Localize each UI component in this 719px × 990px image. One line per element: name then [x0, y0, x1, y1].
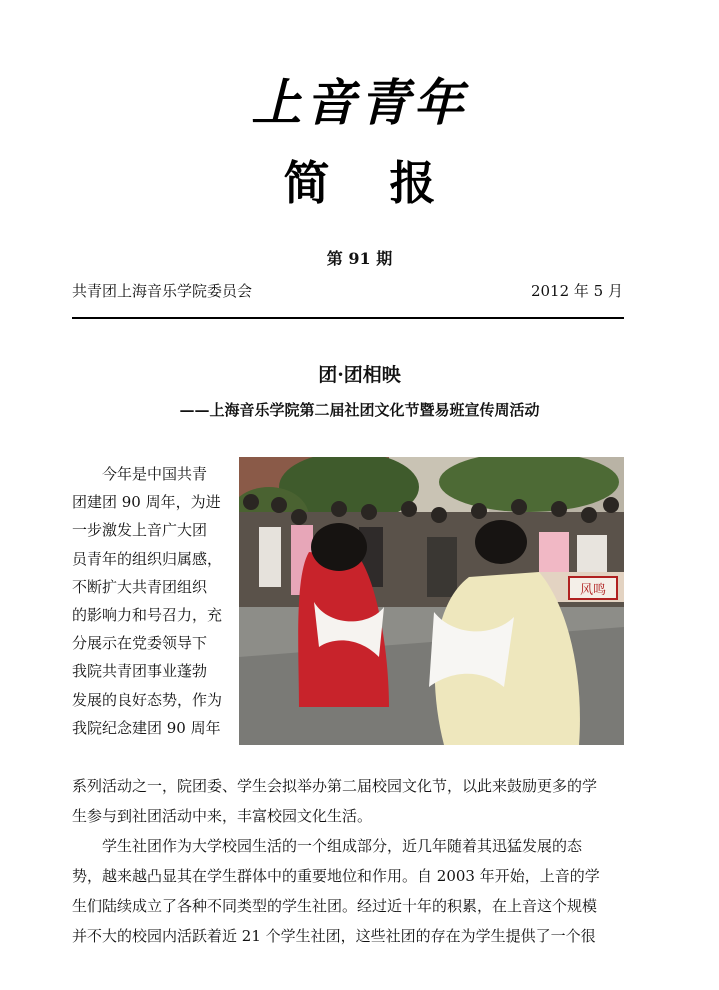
- article-photo: [239, 457, 624, 745]
- masthead-title: 上音青年: [251, 73, 468, 132]
- article-title: 团·团相映: [318, 364, 401, 386]
- body-line: 团建团 90 周年，为进: [72, 493, 221, 512]
- body-line: 系列活动之一，院团委、学生会拟举办第二届校园文化节，以此来鼓励更多的学: [72, 777, 598, 795]
- body-line: 势，越来越凸显其在学生群体中的重要地位和作用。自 2003 年开始，上音的学: [72, 867, 600, 885]
- photo-illustration: [239, 457, 624, 745]
- body-line: 分展示在党委领导下: [72, 634, 208, 653]
- body-line: 我院共青团事业蓬勃: [72, 662, 208, 681]
- body-line: 今年是中国共青: [102, 465, 208, 483]
- publish-date: 2012 年 5 月: [530, 282, 623, 300]
- publisher-org: 共青团上海音乐学院委员会: [72, 282, 253, 300]
- body-line: 生参与到社团活动中来，丰富校园文化生活。: [72, 807, 373, 825]
- photo-sign-text: 风鸣: [579, 583, 607, 598]
- masthead-subtitle: 简 报: [283, 156, 458, 210]
- issue-number: 第 91 期: [326, 249, 393, 268]
- body-line: 不断扩大共青团组织: [72, 577, 208, 596]
- article-subtitle: ——上海音乐学院第二届社团文化节暨易班宣传周活动: [179, 401, 540, 419]
- body-line: 一步激发上音广大团: [72, 521, 208, 540]
- body-line: 学生社团作为大学校园生活的一个组成部分，近几年随着其迅猛发展的态: [102, 837, 583, 855]
- body-line: 的影响力和号召力，充: [72, 606, 223, 625]
- body-line: 发展的良好态势，作为: [72, 690, 223, 709]
- body-line: 生们陆续成立了各种不同类型的学生社团。经过近十年的积累，在上音这个规模: [72, 897, 598, 915]
- article-body: [72, 771, 628, 951]
- body-line: 员青年的组织归属感，: [72, 549, 223, 568]
- article-wrap-column: [72, 460, 232, 742]
- header-divider: [72, 317, 624, 319]
- body-line: 并不大的校园内活跃着近 21 个学生社团，这些社团的存在为学生提供了一个很: [72, 927, 596, 945]
- body-line: 我院纪念建团 90 周年: [72, 718, 221, 737]
